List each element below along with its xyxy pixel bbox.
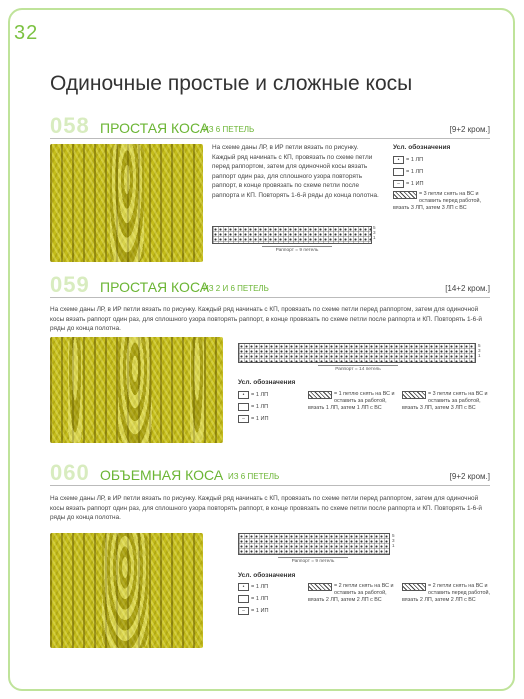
legend-cable: = 2 петли снять на ВС и оставить за работой, вязать 2 ЛП, затем 2 ЛП с ВС: [308, 583, 394, 603]
legend-item: • = 1 ЛП: [238, 391, 268, 399]
knit-blank-icon: [238, 595, 249, 603]
knit-blank-icon: [393, 168, 404, 176]
cable-symbol-icon: [393, 191, 417, 199]
legend-item: – = 1 ИП: [238, 607, 269, 615]
section-subtitle: ИЗ 2 И 6 ПЕТЕЛЬ: [203, 284, 269, 293]
legend-cable: = 3 петли снять на ВС и оставить за работой, вязать 3 ЛП, затем 3 ЛП с ВС: [402, 391, 488, 411]
section-subtitle: ИЗ 6 ПЕТЕЛЬ: [228, 472, 280, 481]
purl-symbol-icon: [238, 607, 249, 615]
rapport-label: Раппорт = 14 петель: [318, 365, 398, 372]
rapport-label: Раппорт = 9 петель: [262, 246, 332, 253]
knit-symbol-icon: [393, 156, 404, 164]
cable-pattern: [110, 144, 144, 262]
section-number: 059: [50, 272, 90, 297]
legend-item: • = 1 ЛП: [238, 583, 268, 591]
knit-symbol-icon: [238, 391, 249, 399]
section-title: ПРОСТАЯ КОСА: [100, 120, 210, 136]
purl-symbol-icon: [238, 415, 249, 423]
legend-item: = 1 ЛП: [238, 403, 268, 411]
stitch-count: [9+2 кром.]: [449, 472, 490, 481]
stitch-count: [14+2 кром.]: [445, 284, 490, 293]
section-058-header: [50, 113, 490, 139]
knit-sample-photo: [50, 337, 223, 443]
section-title: ПРОСТАЯ КОСА: [100, 279, 210, 295]
purl-symbol-icon: [393, 180, 404, 188]
section-title: ОБЪЕМНАЯ КОСА: [100, 467, 224, 483]
cable-pattern: [118, 337, 152, 443]
legend-cable: = 3 петли снять на ВС и оставить перед работой, вязать 3 ЛП, затем 3 ЛП с ВС: [393, 191, 482, 211]
legend-item: – = 1 ИП: [393, 180, 424, 188]
cable-pattern: [190, 337, 204, 443]
cable-symbol-icon: [308, 583, 332, 591]
knit-sample-photo: [50, 533, 203, 648]
cable-pattern: [68, 337, 82, 443]
legend-item: = 1 ЛП: [393, 168, 423, 176]
legend-item: – = 1 ИП: [238, 415, 269, 423]
legend-item: • = 1 ЛП: [393, 156, 423, 164]
section-060-header: [50, 460, 490, 486]
knitting-chart: [238, 533, 390, 555]
knitting-chart: [212, 226, 372, 244]
cable-symbol-icon: [402, 391, 426, 399]
cable-symbol-icon: [308, 391, 332, 399]
section-059-header: [50, 272, 490, 298]
instructions-text: На схеме даны ЛР, в ИР петли вязать по рисунку. Каждый ряд начинать с КП, провязать по схеме петли перед раппортом, затем для одиночной косы вязать раппорт один раз, для сплошного узора повторять раппорт, в конце провязать по схеме петли после раппорта и КП. Повторять 1-6-й ряды до конца полотна.: [50, 306, 482, 333]
instructions-text: На схеме даны ЛР, в ИР петли вязать по рисунку. Каждый ряд начинать с КП, провязать по схеме петли перед раппортом, затем для одиночной косы вязать раппорт один раз, для сплошного узора повторять раппорт, в конце провязать по схеме петли после раппорта и КП. Повторять 1-6-й ряды до конца полотна.: [212, 144, 379, 199]
section-subtitle: ИЗ 6 ПЕТЕЛЬ: [203, 125, 255, 134]
knitting-chart: [238, 343, 476, 363]
cable-symbol-icon: [402, 583, 426, 591]
row-numbers: 5 3 1: [392, 533, 395, 548]
rapport-label: Раппорт = 9 петель: [278, 557, 348, 564]
instructions-text: На схеме даны ЛР, в ИР петли вязать по рисунку. Каждый ряд начинать с КП, провязать по схеме петли перед раппортом, затем для одиночной косы вязать раппорт один раз, для сплошного узора повторять раппорт, в конце провязать по схеме петли после раппорта и КП. Повторять 1-6-й ряды до конца полотна.: [50, 495, 482, 522]
knit-sample-photo: [50, 144, 203, 262]
legend-cable: = 1 петлю снять на ВС и оставить за работой, вязать 1 ЛП, затем 1 ЛП с ВС: [308, 391, 395, 411]
legend-cable: = 2 петли снять на ВС и оставить перед работой, вязать 2 ЛП, затем 2 ЛП с ВС: [402, 583, 491, 603]
page-headline: Одиночные простые и сложные косы: [50, 72, 413, 95]
row-numbers: 5 3 1: [478, 343, 481, 358]
row-numbers: 5 3 1: [373, 225, 376, 240]
knit-symbol-icon: [238, 583, 249, 591]
legend-item: = 1 ЛП: [238, 595, 268, 603]
stitch-count: [9+2 кром.]: [449, 125, 490, 134]
legend-title: Усл. обозначения: [238, 379, 296, 386]
section-number: 060: [50, 460, 90, 485]
knit-blank-icon: [238, 403, 249, 411]
cable-pattern: [102, 533, 148, 648]
page-number: 32: [14, 22, 39, 44]
legend-title: Усл. обозначения: [393, 144, 451, 151]
section-number: 058: [50, 113, 90, 138]
legend-title: Усл. обозначения: [238, 572, 296, 579]
